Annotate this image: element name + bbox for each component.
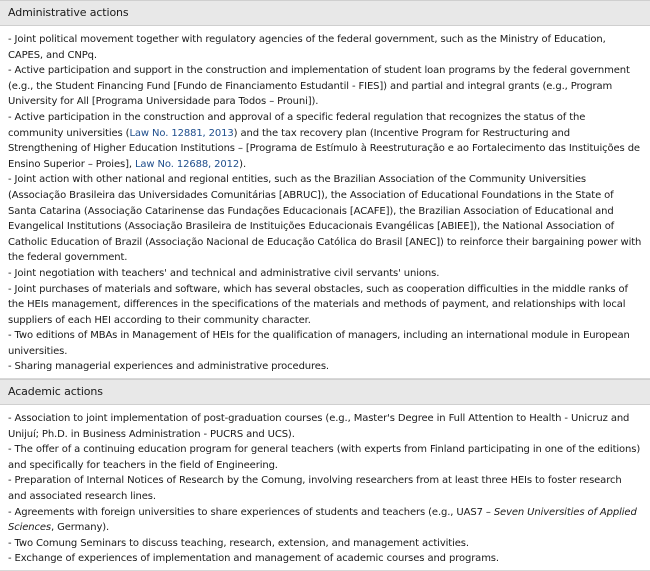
administrative-actions-list [0,26,650,379]
list-item: - Association to joint implementation of post-graduation courses (e.g., Master's Degree in Full Attention to Health - Unicruz and Unijuí; Ph.D. in Business Administration - PUCRS and UCS). [8,413,630,440]
academic-actions-list [0,405,650,571]
list-item: - Active participation and support in the construction and implementation of student loan programs by the federal government (e.g., the Student Financing Fund [Fundo de Financiamento Estudantil - FIES]) and partial and integral grants (e.g., Program University for All [Programa Universidade para Todos – Prouni]). [8,65,630,108]
list-item [8,505,642,536]
list-item: - Preparation of Internal Notices of Research by the Comung, involving researchers from at least three HEIs to foster research and associated research lines. [8,475,622,503]
law-12881-link[interactable]: Law No. 12881, 2013 [129,127,234,139]
list-item: - Joint negotiation with teachers' and technical and administrative civil servants' unions. [8,267,440,279]
list-item-text: - Active participation in the construction and approval of a specific federal regulation that recognizes the status of the community universities ( [8,111,586,139]
list-item-text: ) and the tax recovery plan (Incentive Program for Restructuring and Strengthening of Higher Education Institutions – [Programa de Estímulo à Reestruturação e ao Fortalecimento das Instituições de Ensino Superior – Proies], [8,127,640,170]
list-item-text: ). [239,158,246,170]
list-item [8,110,642,172]
administrative-actions-header: Administrative actions [0,0,650,26]
list-item-text: , Germany). [51,522,110,534]
list-item: - Joint action with other national and regional entities, such as the Brazilian Association of the Community Universities (Associação Brasileira das Universidades Comunitárias [ABRUC]), the Association of Educational Foundations in the State of Santa Catarina (Associação Catarinense das Fundações Educacionais [ACAFE]), the Brazilian Association of Educational and Evangelical Institutions (Associação Brasileira de Instituições Educacionais Evangélicas [ABIEE]), the National Association of Catholic Education of Brazil (Associação Nacional de Educação Católica do Brasil [ANEC]) to reinforce their bargaining power with the federal government. [8,174,642,264]
list-item: - Joint purchases of materials and software, which has several obstacles, such as cooperation difficulties in the middle ranks of the HEIs management, differences in the specifications of the materials and methods of payment, and relationships with local suppliers of each HEI according to their community character. [8,283,628,326]
list-item: - Joint political movement together with regulatory agencies of the federal government, such as the Ministry of Education, CAPES, and CNPq. [8,34,606,61]
list-item: - Two editions of MBAs in Management of HEIs for the qualification of managers, including an international module in European universities. [8,330,630,357]
list-item: - Exchange of experiences of implementation and management of academic courses and programs. [8,553,499,565]
law-12688-link[interactable]: Law No. 12688, 2012 [134,158,240,170]
list-item-text: - Agreements with foreign universities to share experiences of students and teachers (e.g., UAS7 – [8,506,494,518]
list-item: - Sharing managerial experiences and administrative procedures. [8,361,329,373]
list-item: - Two Comung Seminars to discuss teaching, research, extension, and management activities. [8,537,469,549]
academic-actions-header: Academic actions [0,379,650,405]
uas7-name: Seven Universities of Applied Sciences [8,506,637,534]
list-item: - The offer of a continuing education program for general teachers (with experts from Finland participating in one of the editions) and specifically for teachers in the field of Engineering. [8,444,641,471]
